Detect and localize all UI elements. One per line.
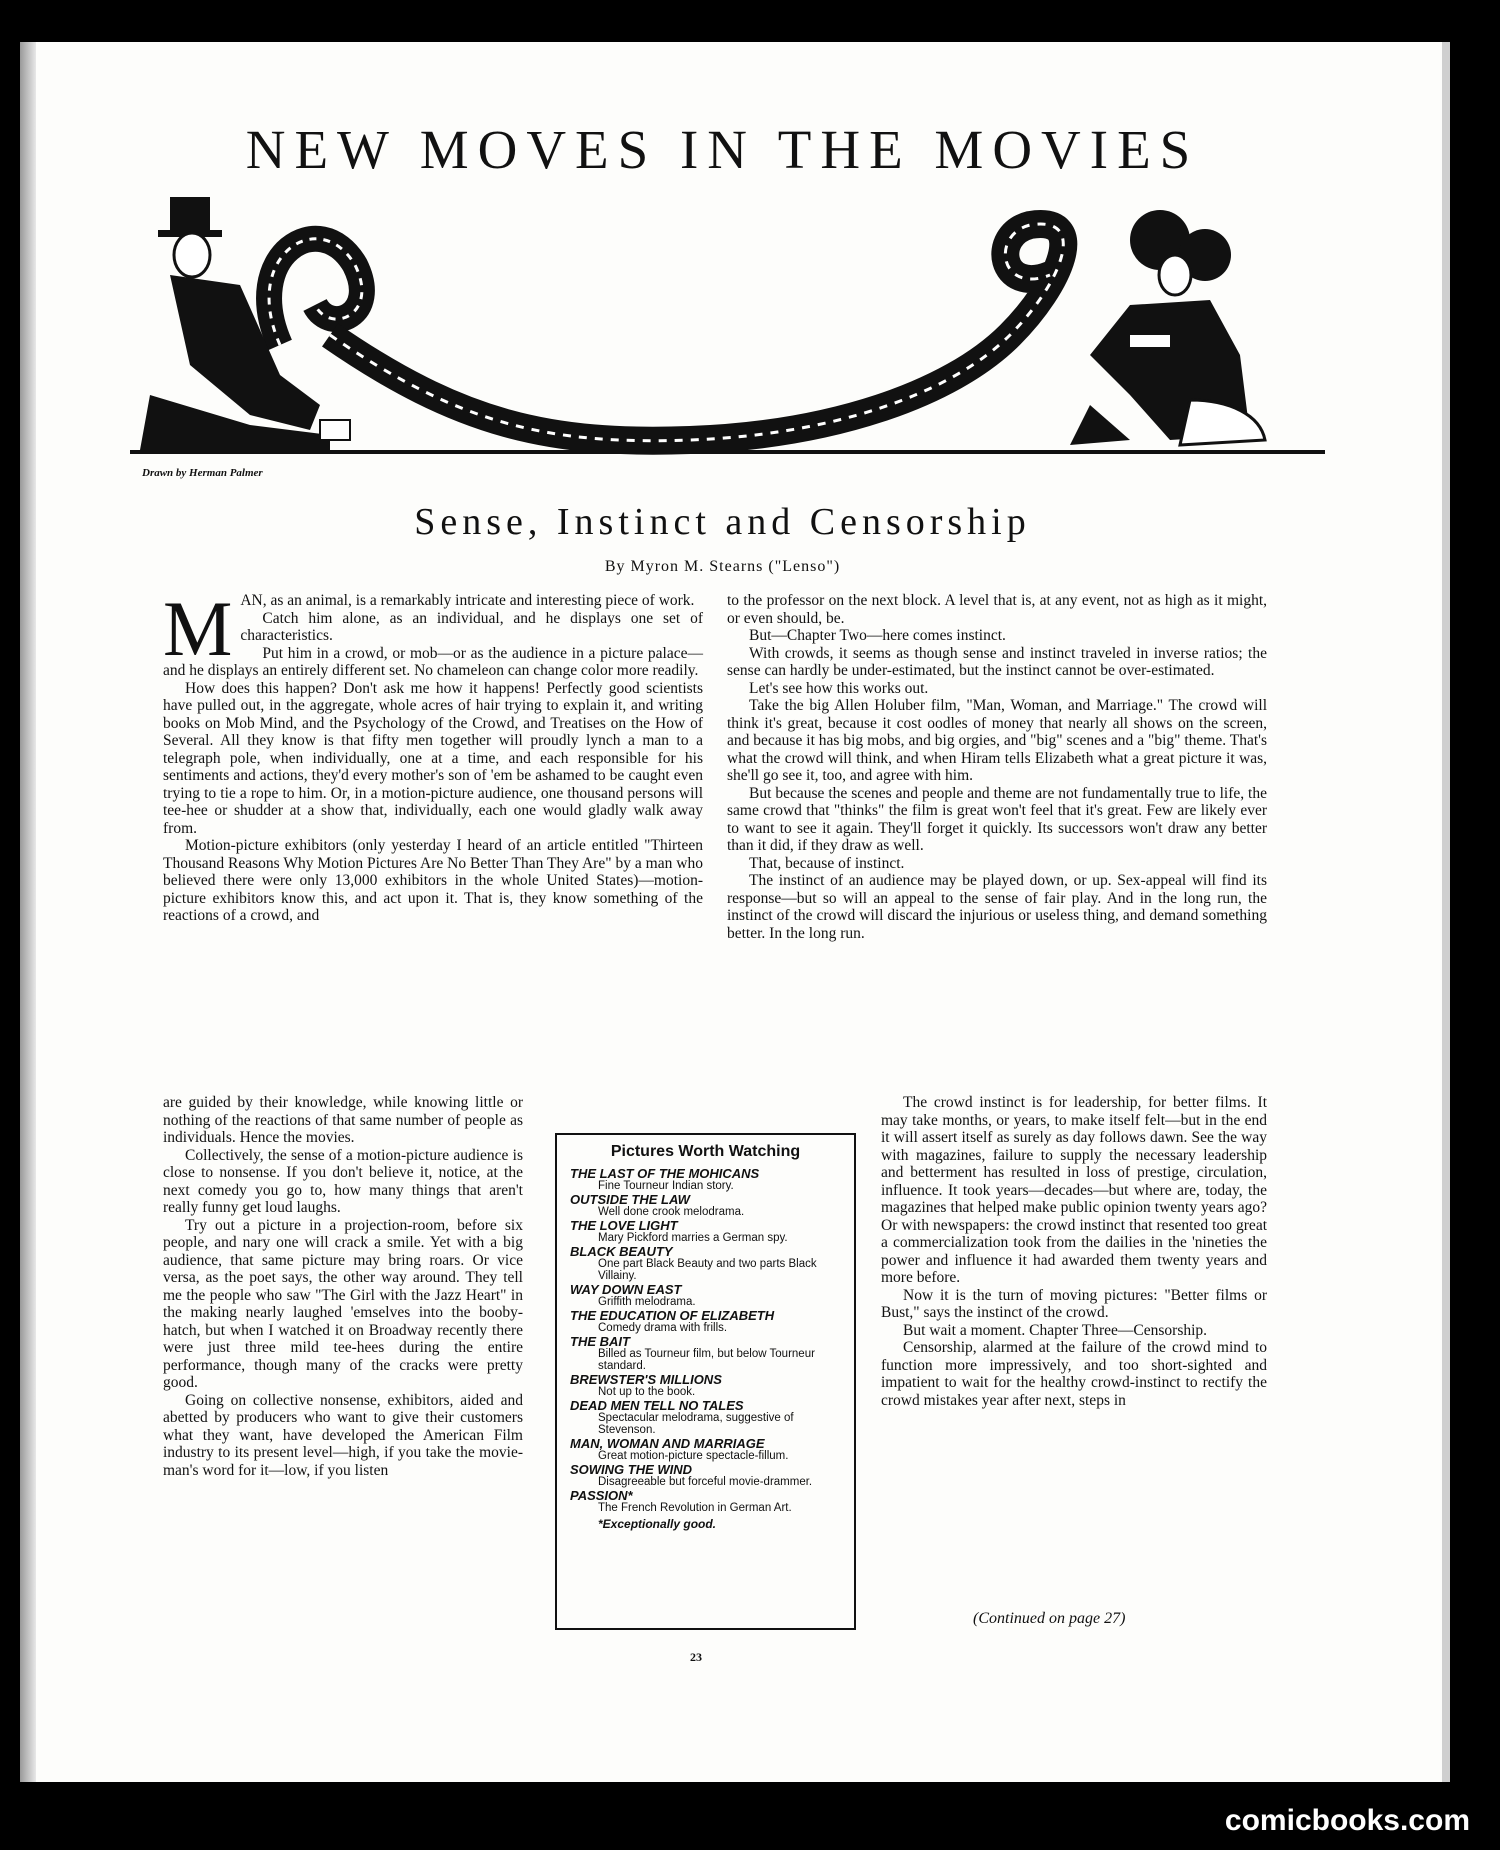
film-title: SOWING THE WIND (570, 1462, 693, 1477)
list-item (570, 1489, 841, 1514)
film-title: THE LAST OF THE MOHICANS (570, 1166, 760, 1181)
film-note: Billed as Tourneur film, but below Tourneur standard. (598, 1348, 815, 1372)
article-column-2-top (727, 592, 1267, 942)
film-title: WAY DOWN EAST (570, 1282, 682, 1297)
page-gutter (20, 42, 36, 1782)
film-title: BREWSTER'S MILLIONS (570, 1372, 722, 1387)
article-column-2-bottom (881, 1094, 1267, 1409)
film-note: Well done crook melodrama. (598, 1206, 745, 1218)
banner-rule (130, 450, 1325, 454)
film-title: MAN, WOMAN AND MARRIAGE (570, 1436, 765, 1451)
list-item (570, 1373, 841, 1398)
list-item (570, 1463, 841, 1488)
paragraph: to the professor on the next block. A level that is, at any event, not as high as it might, or even should, be. (727, 592, 1267, 627)
paragraph: But—Chapter Two—here comes instinct. (749, 627, 1006, 644)
pictures-worth-watching-box (555, 1133, 856, 1630)
paragraph: Collectively, the sense of a motion-picture audience is close to nonsense. If you don't believe it, notice, at the next comedy you go to, how many things that aren't really funny get loud laughs. (163, 1146, 523, 1216)
page-number: 23 (690, 1650, 702, 1664)
list-item (570, 1309, 841, 1334)
article-column-1-top (163, 585, 703, 925)
film-note: Mary Pickford marries a German spy. (598, 1232, 788, 1244)
byline: By Myron M. Stearns ("Lenso") (604, 558, 841, 575)
paragraph: The crowd instinct is for leadership, for better films. It may take months, or years, to make itself felt—but in the end it will assert itself as surely as day follows dawn. See the way with magazines, failure to supply the necessary leadership and betterment has resulted in loss of prestige, circulation, influence. It took years—decades—but where are, today, the magazines that helped make public opinion twenty years ago? Or with newspapers: the crowd instinct that resented too great a commercialization took from the dailies in the 'nineties the power and influence it had awarded them twenty years and more before. (881, 1094, 1267, 1286)
paragraph: are guided by their knowledge, while knowing little or nothing of the reactions of that same number of people as individuals. Hence the movies. (163, 1094, 523, 1146)
paragraph: Motion-picture exhibitors (only yesterday I heard of an article entitled "Thirteen Thousand Reasons Why Motion Pictures Are No Better Than They Are" by a man who believed there were only 13,000 exhibitors in the whole United States)—motion-picture exhibitors know this, and act upon it. That is, they know something of the reactions of a crowd, and (163, 837, 703, 924)
film-note: Great motion-picture spectacle-fillum. (598, 1450, 789, 1462)
watermark: comicbooks.com (1224, 1804, 1470, 1837)
box-title: Pictures Worth Watching (610, 1143, 801, 1160)
paragraph: Catch him alone, as an individual, and he displays one set of characteristics. (240, 609, 703, 644)
film-note: Disagreeable but forceful movie-drammer. (598, 1476, 813, 1488)
paragraph: Going on collective nonsense, exhibitors, aided and abetted by producers who want to give their customers what they want, have developed the American Film industry to its present level—high, if you take the movie-man's word for it—low, if you listen (163, 1391, 523, 1479)
film-title: THE EDUCATION OF ELIZABETH (570, 1308, 775, 1323)
list-item (570, 1437, 841, 1462)
film-note: One part Black Beauty and two parts Black Villainy. (598, 1258, 817, 1282)
paragraph: That, because of instinct. (749, 854, 905, 872)
list-item (570, 1219, 841, 1244)
paragraph: With crowds, it seems as though sense and instinct traveled in inverse ratios; the sense can hardly be under-estimated, but the instinct cannot be over-estimated. (727, 644, 1267, 679)
paragraph: The instinct of an audience may be played down, or up. Sex-appeal will find its response—but so will an appeal to the sense of fair play. And in the long run, the instinct of the crowd will discard the injurious or useless thing, and demand something better. In the long run. (727, 872, 1267, 942)
article-title: Sense, Instinct and Censorship (414, 501, 1031, 543)
paragraph: But wait a moment. Chapter Three—Censorship. (903, 1321, 1208, 1339)
paragraph: Censorship, alarmed at the failure of the crowd mind to function more impressively, and too short-sighted and impatient to wait for the healthy crowd-instinct to rectify the crowd mistakes year after next, steps in (881, 1339, 1267, 1409)
article-column-1-bottom (163, 1094, 523, 1479)
paragraph: Let's see how this works out. (749, 679, 929, 697)
film-note: Comedy drama with frills. (598, 1322, 728, 1334)
illustration-credit: Drawn by Herman Palmer (142, 467, 263, 479)
film-title: DEAD MEN TELL NO TALES (570, 1398, 744, 1413)
film-note: Not up to the book. (598, 1386, 696, 1398)
film-title: BLACK BEAUTY (570, 1244, 673, 1259)
list-item (570, 1283, 841, 1308)
list-item (570, 1245, 841, 1282)
film-note: Spectacular melodrama, suggestive of Stevenson. (598, 1412, 794, 1436)
paragraph: Put him in a crowd, or mob—or as the audience in a picture palace—and he displays an entirely different set. No chameleon can change color more readily. (163, 644, 703, 679)
film-note: Fine Tourneur Indian story. (598, 1180, 734, 1192)
paragraph: Now it is the turn of moving pictures: "Better films or Bust," says the instinct of the crowd. (881, 1286, 1267, 1321)
paragraph: Take the big Allen Holuber film, "Man, Woman, and Marriage." The crowd will think it's great, because it cost oodles of money that nearly all shows on the screen, and because it has big mobs, and big orgies, and "big" scenes and a "big" theme. That's what the crowd will think, and when Hiram tells Elizabeth what a great picture it was, she'll go see it, too, and agree with him. (727, 697, 1267, 784)
list-item (570, 1399, 841, 1436)
drop-cap: M (163, 585, 233, 672)
paragraph: Try out a picture in a projection-room, before six people, and nary one will crack a smile. Yet with a big audience, that same picture may bring roars. Or vice versa, as the poet says, the other way around. They tell me the people who saw "The Girl with the Jazz Heart" in the making nearly laughed 'emselves into the booby-hatch, but when I watched it on Broadway recently there were just three mild tee-hees during the entire performance, though many of the cracks were pretty good. (163, 1216, 523, 1391)
film-title: THE LOVE LIGHT (570, 1218, 678, 1233)
film-note: Griffith melodrama. (598, 1296, 696, 1308)
list-item (570, 1193, 841, 1218)
film-title: THE BAIT (570, 1334, 630, 1349)
paragraph: How does this happen? Don't ask me how it happens! Perfectly good scientists have pulled out, in the aggregate, whole acres of hair trying to explain it, and writing books on Mob Mind, and the Psychology of the Crowd, and Treatises on the How of Several. All they know is that fifty men together will proudly lynch a man to a telegraph pole, when individually, one at a time, and each responsible for his sentiments and actions, they'd every mother's son of 'em be ashamed to be caught even trying to tie a rope to him. Or, in a motion-picture audience, one thousand persons will tee-hee or shudder at a show that, individually, each one would gladly walk away from. (163, 679, 703, 837)
list-item (570, 1335, 841, 1372)
film-title: OUTSIDE THE LAW (570, 1192, 690, 1207)
paragraph: AN, as an animal, is a remarkably intricate and interesting piece of work. (240, 592, 695, 609)
list-item (570, 1167, 841, 1192)
box-footnote: *Exceptionally good. (598, 1517, 717, 1531)
film-title: PASSION* (570, 1488, 633, 1503)
continued-note: (Continued on page 27) (973, 1610, 1126, 1627)
film-note: The French Revolution in German Art. (598, 1502, 792, 1514)
headline: NEW MOVES IN THE MOVIES (245, 119, 1200, 180)
paragraph: But because the scenes and people and theme are not fundamentally true to life, the same crowd that "thinks" the film is great won't feel that it's great. Few are likely ever to want to see it again. They'll forget it quickly. Its successors won't draw any better than it did, if they draw as well. (727, 784, 1267, 854)
film-reel-illustration (130, 195, 1325, 455)
